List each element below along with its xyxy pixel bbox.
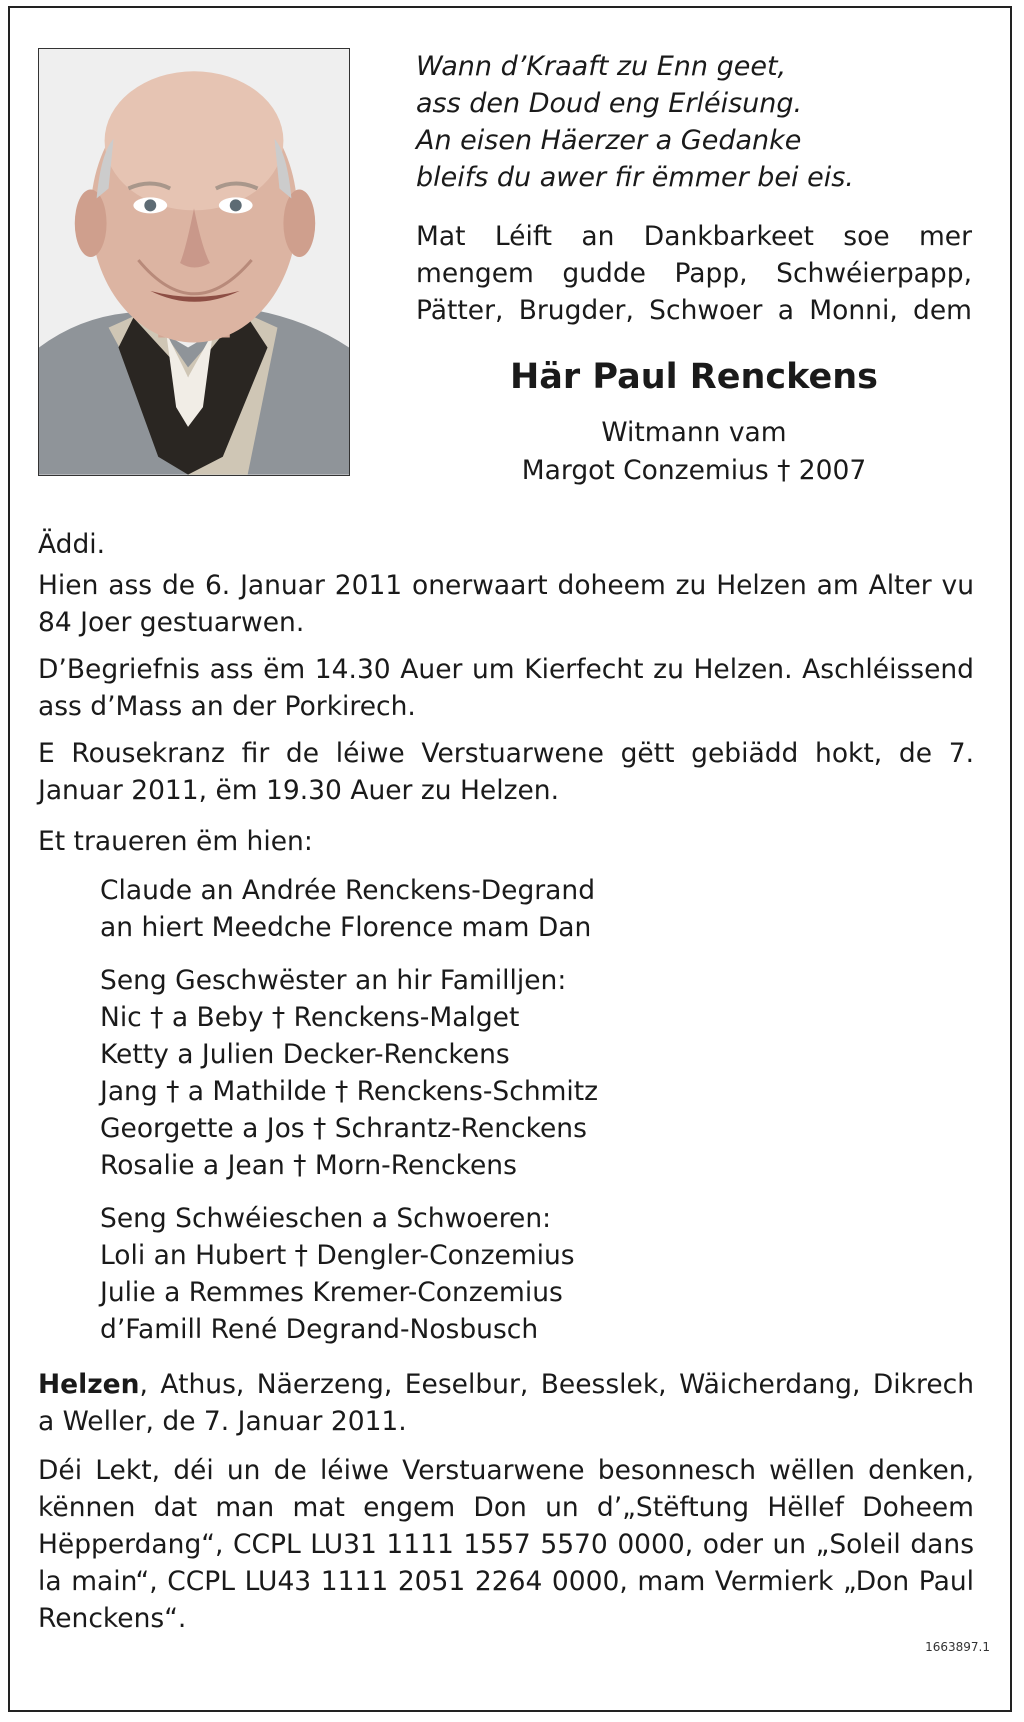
intro-line: Pätter, Brugder, Schwoer a Monni, dem <box>416 295 972 326</box>
mourner-line: Seng Schwéieschen a Schwoeren: <box>100 1203 552 1234</box>
farewell: Äddi. <box>38 529 106 560</box>
intro-line: Mat Léift an Dankbarkeet soe mer <box>416 221 972 252</box>
funeral-info: D’Begriefnis ass ëm 14.30 Auer um Kierfecht zu Helzen. Aschléissend ass d’Mass an der Porkirech. <box>38 654 974 722</box>
places-and-date <box>38 1366 974 1440</box>
widower-line: Margot Conzemius † 2007 <box>521 455 867 486</box>
verse-line: bleifs du awer fir ëmmer bei eis. <box>416 162 854 193</box>
widower-line: Witmann vam <box>601 417 787 448</box>
mourner-line: Nic † a Beby † Renckens-Malget <box>100 1002 520 1033</box>
place-bold: Helzen <box>38 1369 140 1400</box>
intro-text <box>416 218 972 329</box>
mourners-intro: Et traueren ëm hien: <box>38 826 313 857</box>
mourner-line: Ketty a Julien Decker-Renckens <box>100 1039 510 1070</box>
notice-body <box>38 526 974 1653</box>
reference-number: 1663897.1 <box>925 1640 990 1654</box>
mourner-line: Claude an Andrée Renckens-Degrand <box>100 875 596 906</box>
intro-line: mengem gudde Papp, Schwéierpapp, <box>416 258 972 289</box>
death-notice: Hien ass de 6. Januar 2011 onerwaart doheem zu Helzen am Alter vu 84 Joer gestuarwen. <box>38 570 974 638</box>
verse-line: Wann d’Kraaft zu Enn geet, <box>416 51 787 82</box>
mourner-group-siblings <box>100 962 974 1184</box>
mourner-group-family <box>100 872 974 946</box>
mourner-line: Loli an Hubert † Dengler-Conzemius <box>100 1240 575 1271</box>
mourner-line: Julie a Remmes Kremer-Conzemius <box>100 1277 563 1308</box>
mourner-line: Georgette a Jos † Schrantz-Renckens <box>100 1113 587 1144</box>
verse-line: An eisen Häerzer a Gedanke <box>416 125 802 156</box>
portrait-photo <box>38 48 350 476</box>
rosary-info: E Rousekranz fir de léiwe Verstuarwene gëtt gebiädd hokt, de 7. Januar 2011, ëm 19.30 Auer zu Helzen. <box>38 738 974 806</box>
mourner-line: Rosalie a Jean † Morn-Renckens <box>100 1150 517 1181</box>
memorial-verse <box>416 48 976 196</box>
deceased-name: Här Paul Renckens <box>510 357 878 397</box>
widower-note <box>416 414 972 490</box>
mourner-line: Seng Geschwëster an hir Familljen: <box>100 965 567 996</box>
mourner-group-in-laws <box>100 1200 974 1348</box>
mourner-line: d’Famill René Degrand-Nosbusch <box>100 1314 539 1345</box>
mourner-line: Jang † a Mathilde † Renckens-Schmitz <box>100 1076 599 1107</box>
mourner-line: an hiert Meedche Florence mam Dan <box>100 912 592 943</box>
places-rest: , Athus, Näerzeng, Eeselbur, Beesslek, Wäicherdang, Dikrech a Weller, de 7. Januar 2011. <box>38 1369 974 1437</box>
verse-line: ass den Doud eng Erléisung. <box>416 88 803 119</box>
donation-note: Déi Lekt, déi un de léiwe Verstuarwene besonnesch wëllen denken, kënnen dat man mat engem Don un d’„Stëftung Hëllef Doheem Hëpperdang“, CCPL LU31 1111 1557 5570 0000, oder un „Soleil dans la main“, CCPL LU43 1111 2051 2264 0000, mam Vermierk „Don Paul Renckens“. <box>38 1455 974 1634</box>
